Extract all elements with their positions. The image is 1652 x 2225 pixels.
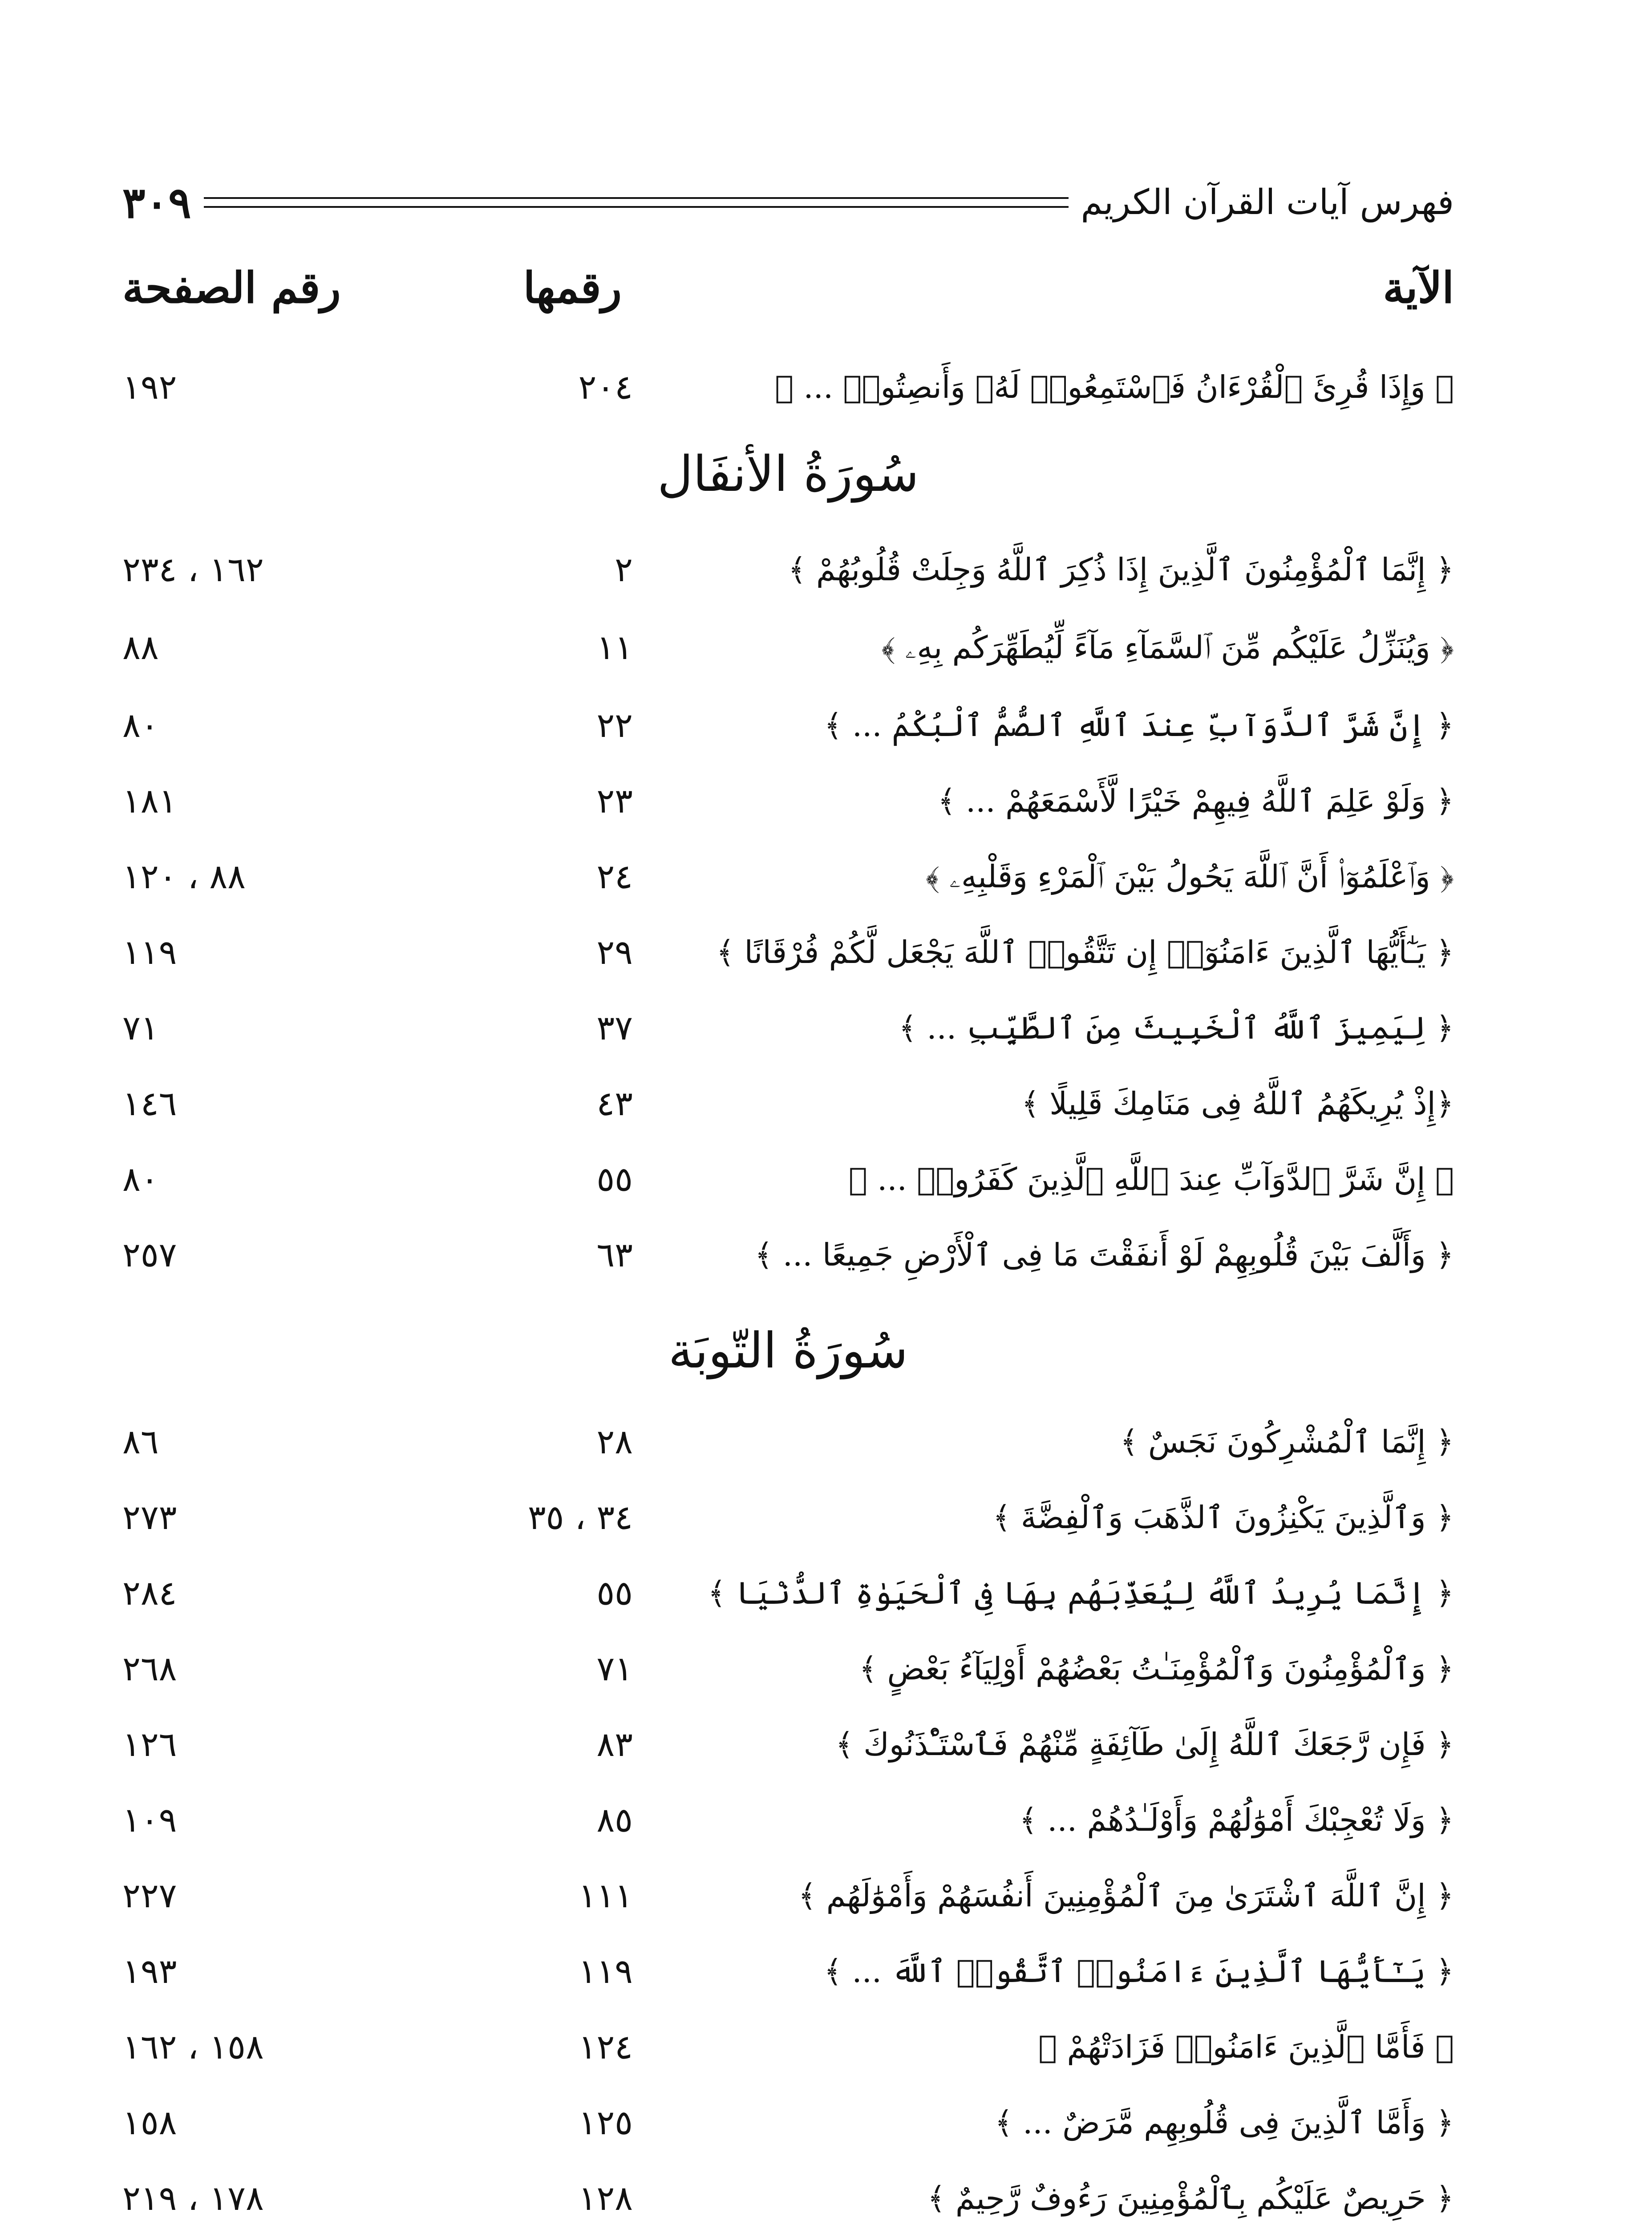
page-header <box>122 167 1454 238</box>
ayah-number: ١٢٥ <box>578 2103 633 2142</box>
page-number: ٣٠٩ <box>122 177 191 228</box>
page-reference: ٢٥٧ <box>122 1235 177 1274</box>
ayah-text: ﴿ وَلَا تُعْجِبْكَ أَمْوَٰلُهُمْ وَأَوْلَـٰدُهُمْ ... ﴾ <box>1019 1802 1454 1838</box>
page-reference: ١٠٩ <box>122 1800 177 1840</box>
ayah-text: ﴿ لِيَمِيزَ ٱللَّهُ ٱلْخَبِيثَ مِنَ ٱلطَّيِّبِ ... ﴾ <box>899 1010 1454 1046</box>
table-row <box>122 917 1454 988</box>
ayah-number: ٥٥ <box>596 1159 633 1199</box>
ayah-text: ﴿ يَـٰٓأَيُّهَا ٱلَّذِينَ ءَامَنُوا۟ ٱتَّقُوا۟ ٱللَّهَ ... ﴾ <box>824 1953 1454 1990</box>
ayah-text: ﴿ فَإِن رَّجَعَكَ ٱللَّهُ إِلَىٰ طَآئِفَةٍ مِّنْهُمْ فَٱسْتَـْٔذَنُوكَ ﴾ <box>835 1726 1454 1763</box>
page-reference: ١٥٨ ، ١٦٢ <box>122 2027 264 2067</box>
column-header-number: رقمها <box>523 263 622 313</box>
table-row <box>122 612 1454 683</box>
table-row <box>122 352 1454 423</box>
ayah-number: ٢٢ <box>596 705 633 745</box>
surah-title: سُورَةُ التّوبَة <box>668 1322 908 1379</box>
ayah-text: ﴿ فَأَمَّا ٱلَّذِينَ ءَامَنُوا۟ فَزَادَتْهُمْ ﴾ <box>1038 2029 1454 2065</box>
table-row <box>122 2087 1454 2158</box>
table-row <box>122 1784 1454 1856</box>
column-header-ayah: الآية <box>1383 263 1454 313</box>
table-row <box>122 534 1454 605</box>
page-reference: ٢٦٨ <box>122 1649 177 1688</box>
ayah-number: ٤٣ <box>596 1084 633 1123</box>
ayah-number: ٣٤ ، ٣٥ <box>527 1497 633 1537</box>
table-row <box>122 1709 1454 1780</box>
ayah-number: ٦٣ <box>596 1235 633 1274</box>
ayah-number: ١١١ <box>578 1876 633 1915</box>
page-reference: ٨٨ <box>122 627 159 667</box>
page-reference: ١٨١ <box>122 781 177 821</box>
ayah-text: ﴿ وَلَوْ عَلِمَ ٱللَّهُ فِيهِمْ خَيْرًا لَّأَسْمَعَهُمْ ... ﴾ <box>937 783 1454 819</box>
ayah-number: ٢٣ <box>596 781 633 821</box>
page-title: فهرس آيات القرآن الكريم <box>1081 182 1454 222</box>
table-row <box>122 2011 1454 2083</box>
page-reference: ١٩٢ <box>122 367 177 407</box>
page-reference: ١٧٨ ، ٢١٩ <box>122 2178 264 2218</box>
page-reference: ١٩٣ <box>122 1951 177 1991</box>
ayah-text: ﴿ يَـٰٓأَيُّهَا ٱلَّذِينَ ءَامَنُوٓا۟ إِن تَتَّقُوا۟ ٱللَّهَ يَجْعَل لَّكُمْ فُرْقَانًا ﴾ <box>716 934 1454 971</box>
table-row <box>122 992 1454 1064</box>
ayah-number: ٨٣ <box>596 1724 633 1764</box>
ayah-number: ٥٥ <box>596 1573 633 1613</box>
page-reference: ٨٨ ، ١٢٠ <box>122 857 246 896</box>
ayah-text: ﴿ حَرِيصٌ عَلَيْكُم بِٱلْمُؤْمِنِينَ رَءُوفٌ رَّحِيمٌ ﴾ <box>927 2180 1454 2217</box>
ayah-number: ٣٧ <box>596 1008 633 1048</box>
page-reference: ١٢٦ <box>122 1724 177 1764</box>
ayah-text: ﴿ وَإِذَا قُرِئَ ٱلْقُرْءَانُ فَٱسْتَمِعُوا۟ لَهُۥ وَأَنصِتُوا۟ ... ﴾ <box>775 369 1454 405</box>
ayah-number: ١٢٤ <box>578 2027 633 2067</box>
ayah-text: ﴿ إِنَّ شَرَّ ٱلدَّوَآبِّ عِندَ ٱللَّهِ ٱلَّذِينَ كَفَرُوا۟ ... ﴾ <box>848 1161 1454 1197</box>
page-reference: ١٤٦ <box>122 1084 177 1123</box>
table-row <box>122 690 1454 761</box>
page-reference: ٢٧٣ <box>122 1497 177 1537</box>
page-reference: ٨٠ <box>122 705 159 745</box>
ayah-number: ٢٩ <box>596 932 633 972</box>
table-row <box>122 841 1454 912</box>
ayah-text: ﴿ إِنَّ ٱللَّهَ ٱشْتَرَىٰ مِنَ ٱلْمُؤْمِنِينَ أَنفُسَهُمْ وَأَمْوَٰلَهُم ﴾ <box>798 1877 1454 1914</box>
ayah-number: ١٢٨ <box>578 2178 633 2218</box>
table-row <box>122 1482 1454 1553</box>
ayah-number: ١١ <box>596 627 633 667</box>
ayah-text: ﴿ وَيُنَزِّلُ عَلَيْكُم مِّنَ ٱلسَّمَآءِ مَآءً لِّيُطَهِّرَكُم بِهِۦ ﴾ <box>881 629 1454 666</box>
table-row <box>122 1936 1454 2007</box>
ayah-text: ﴿ إِنَّمَا يُرِيدُ ٱللَّهُ لِيُعَذِّبَهُم بِهَا فِى ٱلْحَيَوٰةِ ٱلدُّنْيَا ﴾ <box>708 1575 1454 1611</box>
ayah-number: ٢٤ <box>596 857 633 896</box>
ayah-text: ﴿ إِنَّمَا ٱلْمُؤْمِنُونَ ٱلَّذِينَ إِذَا ذُكِرَ ٱللَّهُ وَجِلَتْ قُلُوبُهُمْ ﴾ <box>788 551 1454 588</box>
ayah-text: ﴿إِذْ يُرِيكَهُمُ ٱللَّهُ فِى مَنَامِكَ قَلِيلًا ﴾ <box>1021 1085 1454 1122</box>
page-reference: ٢٨٤ <box>122 1573 177 1613</box>
table-row <box>122 1860 1454 1931</box>
ayah-text: ﴿ إِنَّمَا ٱلْمُشْرِكُونَ نَجَسٌ ﴾ <box>1120 1424 1454 1460</box>
page-reference: ٨٦ <box>122 1422 159 1461</box>
column-headers <box>122 263 1454 329</box>
table-row <box>122 1144 1454 1215</box>
page-reference: ١٥٨ <box>122 2103 177 2142</box>
ayah-text: ﴿ وَٱلَّذِينَ يَكْنِزُونَ ٱلذَّهَبَ وَٱلْفِضَّةَ ﴾ <box>992 1499 1454 1536</box>
ayah-text: ﴿ وَأَلَّفَ بَيْنَ قُلُوبِهِمْ لَوْ أَنفَقْتَ مَا فِى ٱلْأَرْضِ جَمِيعًا ... ﴾ <box>754 1237 1454 1273</box>
ayah-number: ٢ <box>615 550 633 589</box>
ayah-number: ٢٨ <box>596 1422 633 1461</box>
page-reference: ١٦٢ ، ٢٣٤ <box>122 550 264 589</box>
ayah-text: ﴿ إِنَّ شَرَّ ٱلدَّوَآبِّ عِندَ ٱللَّهِ ٱلصُّمُّ ٱلْبُكْمُ ... ﴾ <box>824 707 1454 744</box>
ayah-text: ﴿ وَٱلْمُؤْمِنُونَ وَٱلْمُؤْمِنَـٰتُ بَعْضُهُمْ أَوْلِيَآءُ بَعْضٍ ﴾ <box>859 1651 1454 1687</box>
header-rule <box>204 197 1069 208</box>
table-row <box>122 1406 1454 1477</box>
ayah-number: ٧١ <box>596 1649 633 1688</box>
ayah-number: ٢٠٤ <box>578 367 633 407</box>
table-row <box>122 765 1454 837</box>
page-reference: ٢٢٧ <box>122 1876 177 1915</box>
surah-title: سُورَةُ الأنفَال <box>657 445 919 502</box>
column-header-page: رقم الصفحة <box>122 263 341 313</box>
table-row <box>122 1219 1454 1290</box>
table-row <box>122 1558 1454 1629</box>
table-row <box>122 1068 1454 1139</box>
ayah-text: ﴿ وَٱعْلَمُوٓا۟ أَنَّ ٱللَّهَ يَحُولُ بَيْنَ ٱلْمَرْءِ وَقَلْبِهِۦ ﴾ <box>925 858 1454 895</box>
page-reference: ٧١ <box>122 1008 159 1048</box>
page-reference: ٨٠ <box>122 1159 159 1199</box>
table-row <box>122 1633 1454 1704</box>
ayah-text: ﴿ وَأَمَّا ٱلَّذِينَ فِى قُلُوبِهِم مَّرَضٌ ... ﴾ <box>994 2104 1454 2141</box>
table-row <box>122 2163 1454 2225</box>
page-reference: ١١٩ <box>122 932 177 972</box>
ayah-number: ١١٩ <box>578 1951 633 1991</box>
ayah-number: ٨٥ <box>596 1800 633 1840</box>
